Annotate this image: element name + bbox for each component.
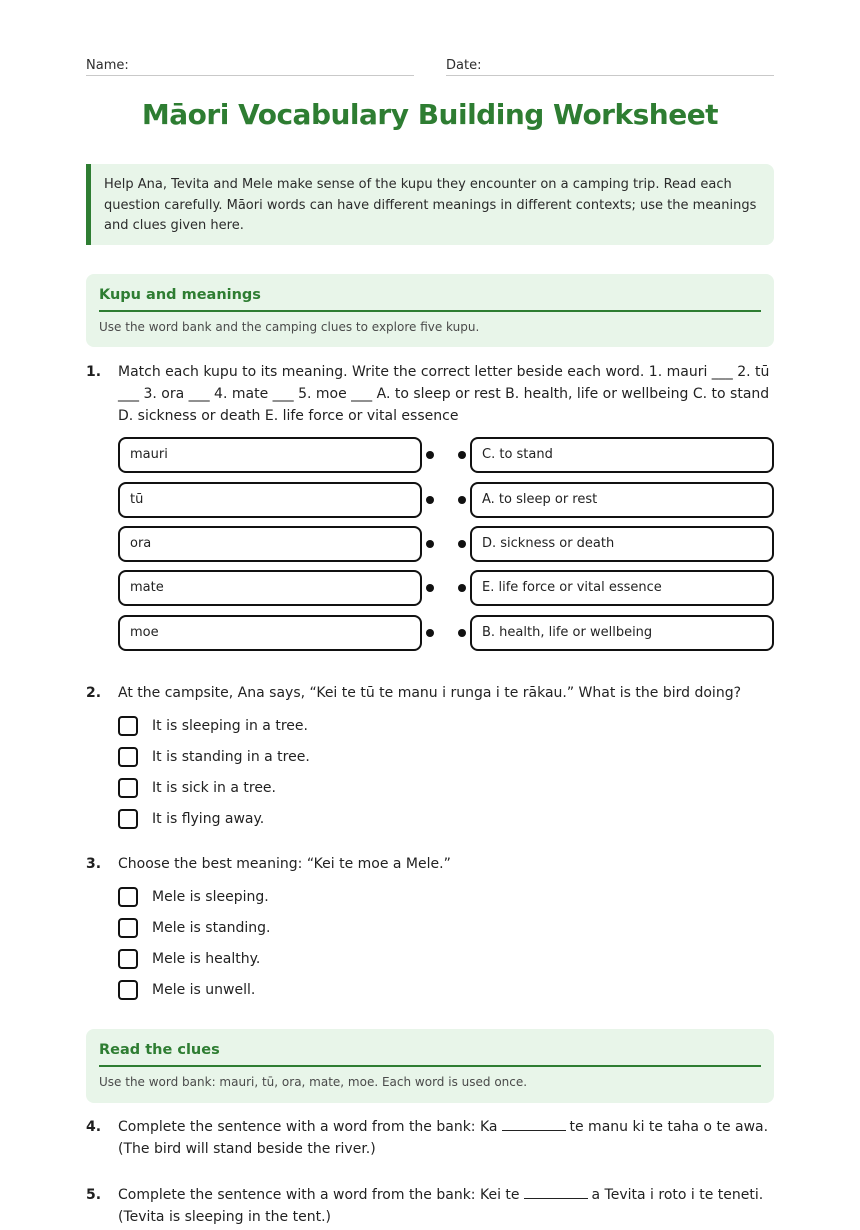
match-right-dot[interactable] <box>458 584 466 592</box>
checkbox[interactable] <box>118 809 138 829</box>
match-right-item[interactable]: E. life force or vital essence <box>470 570 774 606</box>
match-right-item[interactable]: B. health, life or wellbeing <box>470 615 774 651</box>
name-label: Name: <box>86 58 129 73</box>
match-right-dot[interactable] <box>458 451 466 459</box>
checkbox[interactable] <box>118 949 138 969</box>
sentence-translation: (The bird will stand beside the river.) <box>118 1141 376 1157</box>
intro-callout: Help Ana, Tevita and Mele make sense of the kupu they encounter on a camping trip. Read each question carefully. Māori words can have different meanings in different contexts; use the meanings and clues given here. <box>86 164 774 245</box>
section-description: Use the word bank: mauri, tū, ora, mate, moe. Each word is used once. <box>99 1075 528 1089</box>
section-description: Use the word bank and the camping clues to explore five kupu. <box>99 320 480 334</box>
answer-blank[interactable] <box>502 1116 566 1131</box>
option-label: Mele is healthy. <box>152 951 261 967</box>
checkbox[interactable] <box>118 887 138 907</box>
header-fields <box>86 54 774 76</box>
question-3 <box>86 853 774 1003</box>
option-label: It is standing in a tree. <box>152 749 310 765</box>
question-2 <box>86 682 774 832</box>
option-label: It is sleeping in a tree. <box>152 718 308 734</box>
question-5 <box>86 1184 774 1230</box>
question-number: 4. <box>86 1119 102 1135</box>
option-label: It is sick in a tree. <box>152 780 276 796</box>
question-number: 1. <box>86 364 102 380</box>
question-number: 3. <box>86 856 102 872</box>
sentence-start: Complete the sentence with a word from the bank: Kei te <box>118 1187 520 1203</box>
match-right-item[interactable]: C. to stand <box>470 437 774 473</box>
date-field[interactable] <box>446 54 774 76</box>
option-label: Mele is standing. <box>152 920 271 936</box>
answer-blank[interactable] <box>524 1184 588 1199</box>
match-left-dot[interactable] <box>426 540 434 548</box>
section-kupu-meanings <box>86 274 774 347</box>
match-left-dot[interactable] <box>426 584 434 592</box>
section-title: Read the clues <box>99 1041 761 1067</box>
question-number: 2. <box>86 685 102 701</box>
match-left-item[interactable]: mauri <box>118 437 422 473</box>
section-title: Kupu and meanings <box>99 286 761 312</box>
match-right-item[interactable]: A. to sleep or rest <box>470 482 774 518</box>
option-label: Mele is unwell. <box>152 982 256 998</box>
match-right-dot[interactable] <box>458 629 466 637</box>
sentence-translation: (Tevita is sleeping in the tent.) <box>118 1209 331 1225</box>
page-title: Māori Vocabulary Building Worksheet <box>141 98 719 131</box>
date-label: Date: <box>446 58 482 73</box>
checkbox[interactable] <box>118 980 138 1000</box>
match-right-dot[interactable] <box>458 496 466 504</box>
match-right-item[interactable]: D. sickness or death <box>470 526 774 562</box>
sentence-start: Complete the sentence with a word from the bank: Ka <box>118 1119 498 1135</box>
sentence-end: te manu ki te taha o te awa. <box>569 1119 769 1135</box>
match-right-dot[interactable] <box>458 540 466 548</box>
name-field[interactable] <box>86 54 414 76</box>
match-left-item[interactable]: ora <box>118 526 422 562</box>
question-number: 5. <box>86 1187 102 1203</box>
option-label: Mele is sleeping. <box>152 889 269 905</box>
question-text: At the campsite, Ana says, “Kei te tū te manu i runga i te rākau.” What is the bird doing? <box>118 685 742 701</box>
question-text: Choose the best meaning: “Kei te moe a Mele.” <box>118 856 451 872</box>
match-left-dot[interactable] <box>426 496 434 504</box>
match-left-item[interactable]: mate <box>118 570 422 606</box>
sentence-end: a Tevita i roto i te teneti. <box>591 1187 764 1203</box>
checkbox[interactable] <box>118 918 138 938</box>
question-text: Match each kupu to its meaning. Write the correct letter beside each word. 1. mauri ___ 2. tū ___ 3. ora ___ 4. mate ___ 5. moe ___ A. to sleep or rest B. health, life or wellbeing C. to stand D. sickness or death E. life force or vital essence <box>118 364 770 424</box>
checkbox[interactable] <box>118 778 138 798</box>
section-read-clues <box>86 1029 774 1103</box>
match-left-dot[interactable] <box>426 451 434 459</box>
question-4 <box>86 1116 774 1162</box>
question-text <box>118 1184 770 1228</box>
checkbox[interactable] <box>118 747 138 767</box>
question-text <box>118 1116 770 1160</box>
option-label: It is flying away. <box>152 811 265 827</box>
question-1 <box>86 361 774 661</box>
checkbox[interactable] <box>118 716 138 736</box>
match-left-item[interactable]: moe <box>118 615 422 651</box>
match-left-item[interactable]: tū <box>118 482 422 518</box>
match-left-dot[interactable] <box>426 629 434 637</box>
